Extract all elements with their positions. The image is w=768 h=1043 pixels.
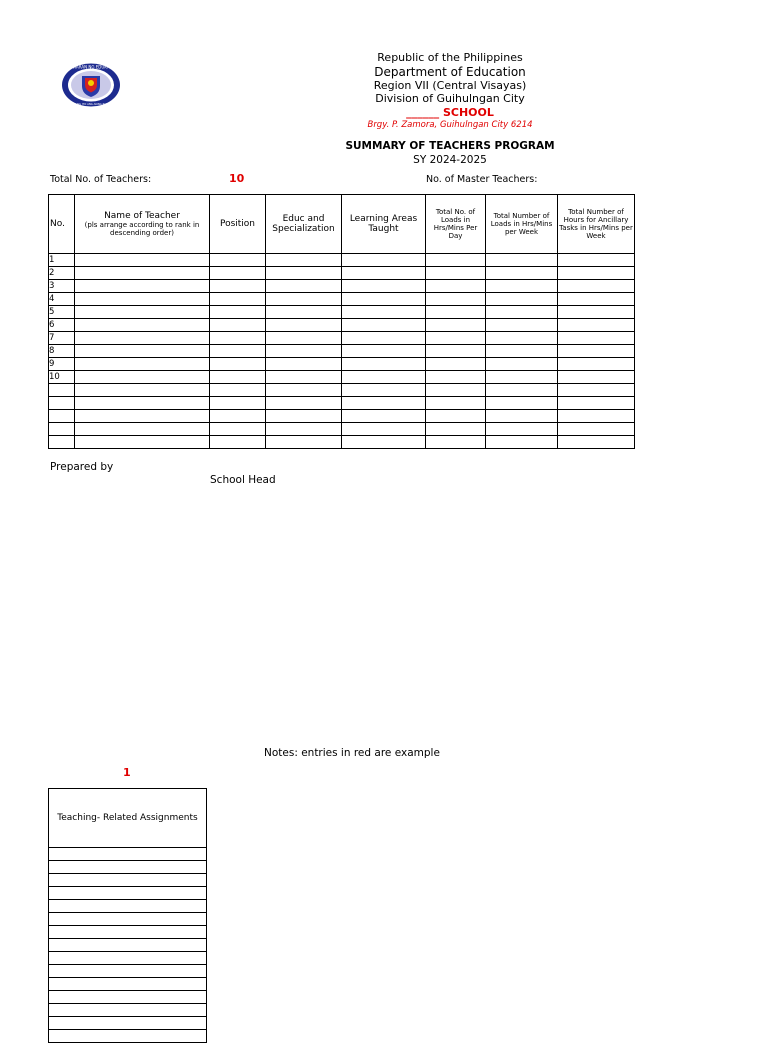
row-number: 9: [49, 358, 75, 371]
table-cell: [266, 384, 342, 397]
row-number: [49, 436, 75, 449]
col-name-label: Name of Teacher: [104, 210, 180, 221]
table-cell: [75, 306, 210, 319]
table-cell: [558, 254, 635, 267]
table-row: [49, 410, 635, 423]
table-cell: [558, 423, 635, 436]
table-row: [49, 384, 635, 397]
table-cell: [75, 371, 210, 384]
table-row: [49, 306, 635, 319]
table-cell: [210, 267, 266, 280]
table-cell: [426, 371, 486, 384]
assignment-row: [49, 861, 207, 874]
table-cell: [75, 384, 210, 397]
row-number: 5: [49, 306, 75, 319]
table-cell: [210, 358, 266, 371]
assignment-cell: [49, 848, 207, 861]
assignment-row: [49, 848, 207, 861]
table-cell: [342, 332, 426, 345]
row-number: 1: [49, 254, 75, 267]
assignment-cell: [49, 1004, 207, 1017]
assignment-cell: [49, 913, 207, 926]
table-cell: [426, 397, 486, 410]
seal-lettering-bottom: TANGGAPAN NG ITO ANG AKING PAGLILINGKOD: [60, 103, 122, 106]
table-row: [49, 293, 635, 306]
table-cell: [266, 319, 342, 332]
table-cell: [75, 267, 210, 280]
seal-lettering: KAGAWARAN NG EDUKASYON: [61, 64, 121, 70]
assignment-cell: [49, 939, 207, 952]
table-cell: [558, 384, 635, 397]
table-cell: [426, 345, 486, 358]
table-cell: [558, 293, 635, 306]
table-cell: [75, 345, 210, 358]
assignment-cell: [49, 978, 207, 991]
assignment-row: [49, 926, 207, 939]
table-cell: [426, 267, 486, 280]
table-cell: [342, 293, 426, 306]
assignment-cell: [49, 1030, 207, 1043]
table-cell: [426, 319, 486, 332]
table-cell: [342, 371, 426, 384]
table-cell: [266, 306, 342, 319]
table-cell: [210, 332, 266, 345]
table-cell: [210, 423, 266, 436]
table-cell: [486, 332, 558, 345]
table-cell: [266, 267, 342, 280]
table-cell: [426, 423, 486, 436]
letterhead: [260, 51, 640, 132]
table-cell: [486, 371, 558, 384]
table-cell: [486, 384, 558, 397]
col-position: Position: [210, 195, 266, 254]
table-cell: [558, 332, 635, 345]
table-cell: [426, 358, 486, 371]
table-cell: [558, 436, 635, 449]
table-cell: [75, 436, 210, 449]
assignment-row: [49, 1030, 207, 1043]
table-cell: [342, 306, 426, 319]
table-cell: [266, 280, 342, 293]
assignment-cell: [49, 887, 207, 900]
teachers-program-table: [48, 194, 635, 449]
table-cell: [426, 332, 486, 345]
table-cell: [266, 436, 342, 449]
table-cell: [75, 397, 210, 410]
assignment-row: [49, 913, 207, 926]
table-cell: [486, 410, 558, 423]
table-cell: [558, 280, 635, 293]
table-cell: [75, 358, 210, 371]
assignment-row: [49, 978, 207, 991]
table-cell: [426, 384, 486, 397]
table-cell: [210, 345, 266, 358]
table-row: [49, 423, 635, 436]
table-cell: [75, 410, 210, 423]
assignment-cell: [49, 874, 207, 887]
table-cell: [342, 319, 426, 332]
assignment-row: [49, 1004, 207, 1017]
assignment-cell: [49, 861, 207, 874]
table-cell: [558, 397, 635, 410]
table-row: [49, 332, 635, 345]
table-cell: [75, 280, 210, 293]
table-row: [49, 345, 635, 358]
table-cell: [342, 410, 426, 423]
notes-text: Notes: entries in red are example: [264, 747, 440, 759]
table-row: [49, 397, 635, 410]
table-cell: [210, 410, 266, 423]
table-cell: [558, 306, 635, 319]
table-cell: [75, 319, 210, 332]
table-cell: [210, 436, 266, 449]
assignment-row: [49, 939, 207, 952]
table-cell: [342, 254, 426, 267]
table-cell: [342, 423, 426, 436]
table-row: [49, 371, 635, 384]
row-number: [49, 423, 75, 436]
table-cell: [75, 332, 210, 345]
table-cell: [210, 280, 266, 293]
table-cell: [210, 306, 266, 319]
table-cell: [342, 280, 426, 293]
table-cell: [486, 267, 558, 280]
table-cell: [558, 410, 635, 423]
col-no: No.: [49, 195, 75, 254]
assignment-cell: [49, 900, 207, 913]
table-cell: [342, 358, 426, 371]
assignment-cell: [49, 965, 207, 978]
table-row: [49, 267, 635, 280]
table-cell: [342, 397, 426, 410]
table-row: [49, 436, 635, 449]
header-department: Department of Education: [374, 64, 526, 79]
table-row: [49, 280, 635, 293]
table-row: [49, 254, 635, 267]
row-number: 6: [49, 319, 75, 332]
table-cell: [486, 436, 558, 449]
table-cell: [486, 293, 558, 306]
row-number: 3: [49, 280, 75, 293]
prepared-by-label: Prepared by: [50, 461, 114, 473]
master-teachers-label: No. of Master Teachers:: [426, 174, 538, 185]
assignment-cell: [49, 926, 207, 939]
table-cell: [342, 384, 426, 397]
table-cell: [486, 358, 558, 371]
table-cell: [266, 397, 342, 410]
table-cell: [486, 306, 558, 319]
table-cell: [266, 423, 342, 436]
school-head-label: School Head: [210, 474, 276, 486]
table-cell: [342, 267, 426, 280]
header-address: Brgy. P. Zamora, Guihulngan City 6214: [367, 120, 533, 130]
col-loads-day: Total No. of Loads in Hrs/Mins Per Day: [426, 195, 486, 254]
col-name-note: (pls arrange according to rank in descending order): [84, 221, 200, 238]
header-republic: Republic of the Philippines: [377, 51, 523, 64]
header-school: ______ SCHOOL: [406, 105, 494, 119]
table-cell: [558, 371, 635, 384]
table-cell: [210, 254, 266, 267]
total-teachers-value: 10: [229, 172, 245, 185]
table-cell: [486, 280, 558, 293]
row-number: [49, 384, 75, 397]
table-cell: [266, 371, 342, 384]
school-year: SY 2024-2025: [413, 154, 487, 166]
table-cell: [266, 358, 342, 371]
table-cell: [558, 345, 635, 358]
assignment-row: [49, 874, 207, 887]
table-cell: [266, 254, 342, 267]
assignment-row: [49, 991, 207, 1004]
assignment-row: [49, 887, 207, 900]
row-number: [49, 397, 75, 410]
table-cell: [75, 423, 210, 436]
table-cell: [210, 319, 266, 332]
table-cell: [486, 254, 558, 267]
row-number: [49, 410, 75, 423]
table-cell: [558, 358, 635, 371]
table-cell: [486, 345, 558, 358]
table-cell: [342, 345, 426, 358]
deped-seal-logo: [60, 62, 122, 108]
table-cell: [266, 345, 342, 358]
table-cell: [486, 397, 558, 410]
header-region: Region VII (Central Visayas): [373, 78, 527, 92]
col-educ: Educ and Specialization: [266, 195, 342, 254]
table-cell: [558, 319, 635, 332]
table-cell: [558, 267, 635, 280]
assignments-header: Teaching- Related Assignments: [49, 789, 207, 848]
row-number: 7: [49, 332, 75, 345]
table-cell: [486, 319, 558, 332]
table-cell: [426, 254, 486, 267]
assignment-cell: [49, 1017, 207, 1030]
table-cell: [75, 254, 210, 267]
assignment-cell: [49, 991, 207, 1004]
table-cell: [210, 397, 266, 410]
col-ancillary: Total Number of Hours for Ancillary Tasks in Hrs/Mins per Week: [558, 195, 635, 254]
table-cell: [210, 384, 266, 397]
col-loads-week: Total Number of Loads in Hrs/Mins per Week: [486, 195, 558, 254]
row-number: 8: [49, 345, 75, 358]
assignment-cell: [49, 952, 207, 965]
table-cell: [266, 293, 342, 306]
row-number: 4: [49, 293, 75, 306]
row-number: 10: [49, 371, 75, 384]
table-cell: [342, 436, 426, 449]
teaching-related-assignments-table: [48, 788, 207, 1043]
table-cell: [426, 306, 486, 319]
table-cell: [266, 410, 342, 423]
assignment-row: [49, 965, 207, 978]
assignment-row: [49, 1017, 207, 1030]
assignment-row: [49, 900, 207, 913]
header-division: Division of Guihulngan City: [375, 92, 525, 105]
table-cell: [210, 371, 266, 384]
row-number: 2: [49, 267, 75, 280]
table-cell: [75, 293, 210, 306]
table-row: [49, 358, 635, 371]
col-name: [75, 195, 210, 254]
table-cell: [486, 423, 558, 436]
table-cell: [426, 410, 486, 423]
table-cell: [426, 436, 486, 449]
document-title: SUMMARY OF TEACHERS PROGRAM: [345, 140, 555, 152]
table-cell: [266, 332, 342, 345]
table-cell: [426, 280, 486, 293]
table-row: [49, 319, 635, 332]
assignment-row: [49, 952, 207, 965]
total-teachers-label: Total No. of Teachers:: [50, 174, 152, 185]
table-cell: [426, 293, 486, 306]
assignment-count: 1: [123, 766, 131, 779]
table-cell: [210, 293, 266, 306]
col-learning-areas: Learning Areas Taught: [342, 195, 426, 254]
